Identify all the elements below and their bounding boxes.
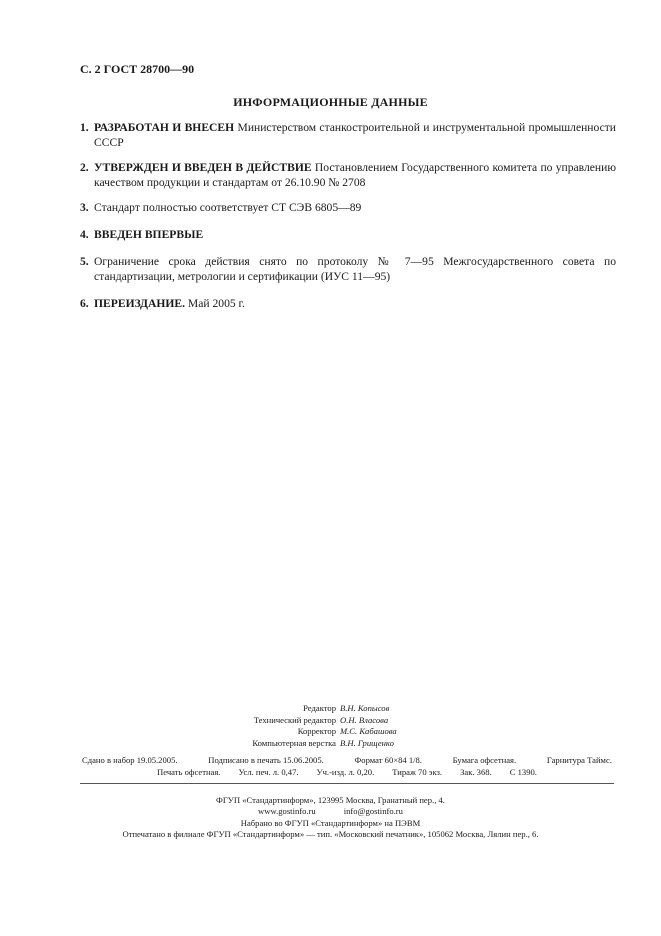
item-body-text: Ограничение срока действия снято по протоколу № 7—95 Межгосударственного совета по стандартизации, метрологии и сертификации (ИУС 11—95) (94, 255, 616, 283)
imprint-cell: Формат 60×84 1/8. (354, 755, 422, 765)
credit-row (0, 738, 661, 750)
credit-row (0, 715, 661, 727)
credit-name: М.С. Кабашова (340, 726, 397, 737)
imprint-cell: Печать офсетная. (157, 767, 221, 777)
imprint-cell: С 1390. (509, 767, 537, 777)
imprint-cell: Тираж 70 экз. (392, 767, 443, 777)
imprint-cell: Уч.-изд. л. 0,20. (316, 767, 375, 777)
list-item (80, 160, 616, 190)
publisher-email: info@gostinfo.ru (343, 806, 403, 817)
item-text (94, 200, 616, 215)
item-text (94, 254, 616, 284)
page-header: С. 2 ГОСТ 28700—90 (80, 62, 195, 76)
printed-note: Отпечатано в филиале ФГУП «Стандартинформ» — тип. «Московский печатник», 105062 Москва, Лялин пер., 6. (122, 829, 539, 840)
item-body-text: Министерством станкостроительной и инструментальной промышленности СССР (94, 121, 617, 149)
item-number: 6. (80, 297, 89, 310)
credit-name: В.Н. Грищенко (340, 737, 394, 748)
credit-row (0, 703, 661, 715)
section-title: ИНФОРМАЦИОННЫЕ ДАННЫЕ (233, 95, 428, 109)
credit-role: Технический редактор (253, 714, 336, 725)
item-body-text: Стандарт полностью соответствует СТ СЭВ 6805—89 (94, 201, 362, 214)
credit-role: Компьютерная верстка (252, 737, 336, 748)
item-text (94, 120, 616, 150)
list-item (80, 296, 616, 311)
imprint-cell: Сдано в набор 19.05.2005. (82, 755, 178, 765)
imprint-row (82, 766, 612, 778)
imprint-cell: Подписано в печать 15.06.2005. (208, 755, 324, 765)
publisher-website: www.gostinfo.ru (258, 806, 316, 817)
item-body-text: Постановлением Государственного комитета по управлению качеством продукции и стандартам от 26.10.90 № 2708 (94, 161, 616, 189)
list-item (80, 227, 616, 242)
credit-name: О.Н. Власова (340, 714, 389, 725)
credit-name: В.Н. Копысов (340, 703, 390, 713)
credit-role: Редактор (303, 703, 336, 713)
item-number: 2. (80, 161, 89, 174)
publisher-info (0, 795, 661, 841)
list-item (80, 200, 616, 215)
editorial-credits (0, 703, 661, 749)
item-number: 5. (80, 255, 89, 268)
item-bold-text: ВВЕДЕН ВПЕРВЫЕ (94, 228, 204, 241)
item-bold-text: ПЕРЕИЗДАНИЕ. (94, 297, 186, 310)
item-bold-text: РАЗРАБОТАН И ВНЕСЕН (94, 121, 235, 134)
item-bold-text: УТВЕРЖДЕН И ВВЕДЕН В ДЕЙСТВИЕ (94, 161, 312, 174)
item-body-text: Май 2005 г. (185, 297, 245, 310)
credit-role: Корректор (297, 726, 336, 737)
list-item (80, 120, 616, 150)
imprint-row (82, 754, 612, 766)
item-text (94, 160, 616, 190)
item-number: 4. (80, 228, 89, 241)
item-number: 3. (80, 201, 89, 214)
list-item (80, 254, 616, 284)
imprint-cell: Усл. печ. л. 0,47. (238, 767, 299, 777)
credit-row (0, 726, 661, 738)
divider (80, 783, 614, 784)
item-number: 1. (80, 121, 89, 134)
typeset-note: Набрано во ФГУП «Стандартинформ» на ПЭВМ (240, 817, 421, 828)
publisher-contacts (0, 806, 661, 817)
imprint-cell: Зак. 368. (460, 767, 492, 777)
imprint-cell: Гарнитура Таймс. (546, 755, 612, 765)
print-imprint (82, 754, 612, 778)
info-list (80, 120, 616, 323)
imprint-cell: Бумага офсетная. (452, 755, 517, 765)
publisher-address: ФГУП «Стандартинформ», 123995 Москва, Гранатный пер., 4. (216, 795, 445, 805)
item-text (94, 296, 616, 311)
item-text (94, 227, 616, 242)
